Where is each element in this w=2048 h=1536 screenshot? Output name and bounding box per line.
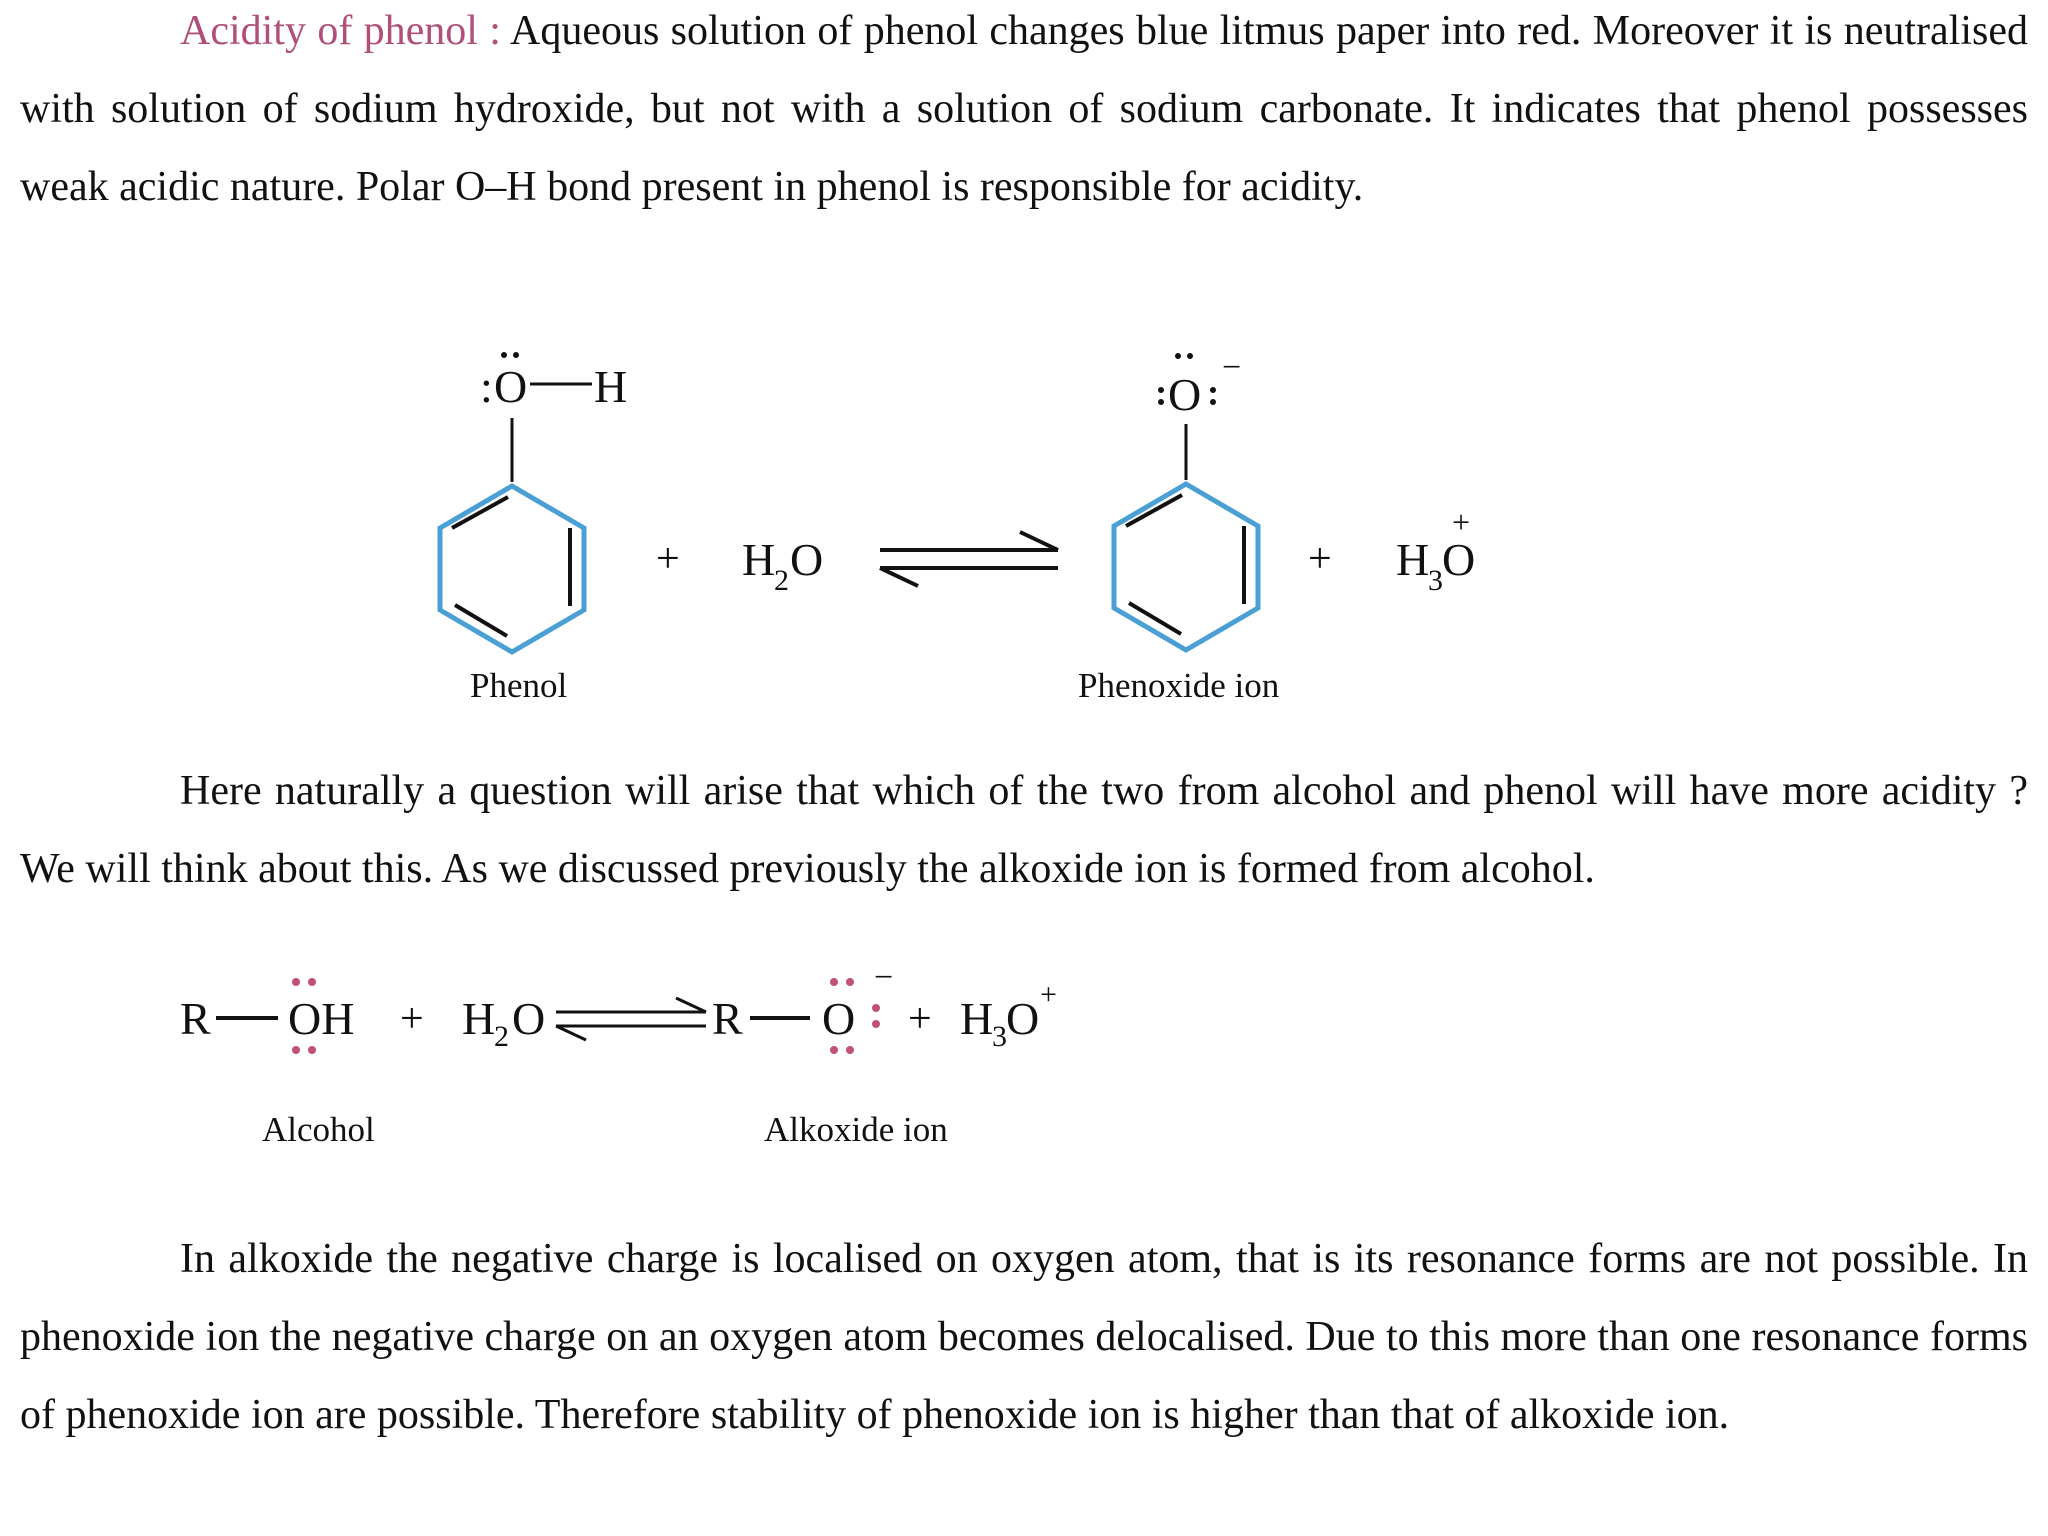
svg-text:OH: OH: [288, 993, 355, 1044]
alkoxide-oxygen-group: [822, 959, 893, 1054]
product-r-group: R: [712, 993, 743, 1044]
alkoxide-ion-label: Alkoxide ion: [764, 1110, 948, 1149]
svg-text:2: 2: [494, 1020, 509, 1053]
phenol-label: Phenol: [470, 666, 568, 705]
plus-sign: +: [908, 996, 932, 1042]
water-molecule: [462, 993, 545, 1053]
svg-text:3: 3: [1428, 564, 1443, 597]
intro-body: Aqueous solution of phenol changes blue litmus paper into red. Moreover it is neutralised with solution of sodium hydroxide, but not with a solution of sodium carbonate. It indicates that phenol possesses weak acidic nature. Polar O–H bond present in phenol is responsible for acidity.: [20, 8, 2028, 210]
svg-text:+: +: [1452, 504, 1471, 540]
phenol-oxygen-atom: O: [494, 361, 528, 412]
equilibrium-arrow-icon: [556, 998, 706, 1040]
svg-text:+: +: [1040, 978, 1057, 1011]
svg-text:O: O: [1006, 993, 1040, 1044]
plus-sign: +: [1308, 536, 1332, 582]
svg-text:O: O: [822, 993, 856, 1044]
svg-text:H: H: [742, 534, 776, 585]
svg-text:O: O: [1442, 534, 1476, 585]
alcohol-label: Alcohol: [262, 1110, 375, 1149]
intro-heading: Acidity of phenol :: [180, 8, 501, 54]
phenol-hydrogen-atom: H: [594, 361, 628, 412]
conclusion-paragraph: In alkoxide the negative charge is localised on oxygen atom, that is its resonance forms are not possible. In phenoxide ion the negative charge on an oxygen atom becomes delocalised. Due to this more than one resonance forms of phenoxide ion are possible. Therefore stability of phenoxide ion is higher than that of alkoxide ion.: [20, 1236, 2028, 1438]
svg-text:H: H: [462, 993, 496, 1044]
svg-text:O: O: [512, 993, 546, 1044]
r-group: R: [180, 993, 211, 1044]
hydroxyl-group: [288, 978, 354, 1054]
svg-text:H: H: [1396, 534, 1430, 585]
hydronium-ion: [960, 978, 1057, 1053]
svg-text:2: 2: [774, 564, 789, 597]
negative-charge: −: [1222, 349, 1242, 386]
plus-sign: +: [400, 996, 424, 1042]
svg-text:O: O: [790, 534, 824, 585]
question-paragraph: Here naturally a question will arise that which of the two from alcohol and phenol will have more acidity ? We will think about this. As we discussed previously the alkoxide ion is formed from alcohol.: [20, 768, 2028, 892]
svg-text:3: 3: [992, 1020, 1007, 1053]
negative-charge: −: [874, 959, 894, 996]
lone-pair-dots: :: [480, 361, 493, 412]
phenoxide-ion-label: Phenoxide ion: [1078, 666, 1280, 705]
svg-text:H: H: [960, 993, 994, 1044]
phenoxide-oxygen-atom: O: [1168, 369, 1202, 420]
plus-sign: +: [656, 536, 680, 582]
